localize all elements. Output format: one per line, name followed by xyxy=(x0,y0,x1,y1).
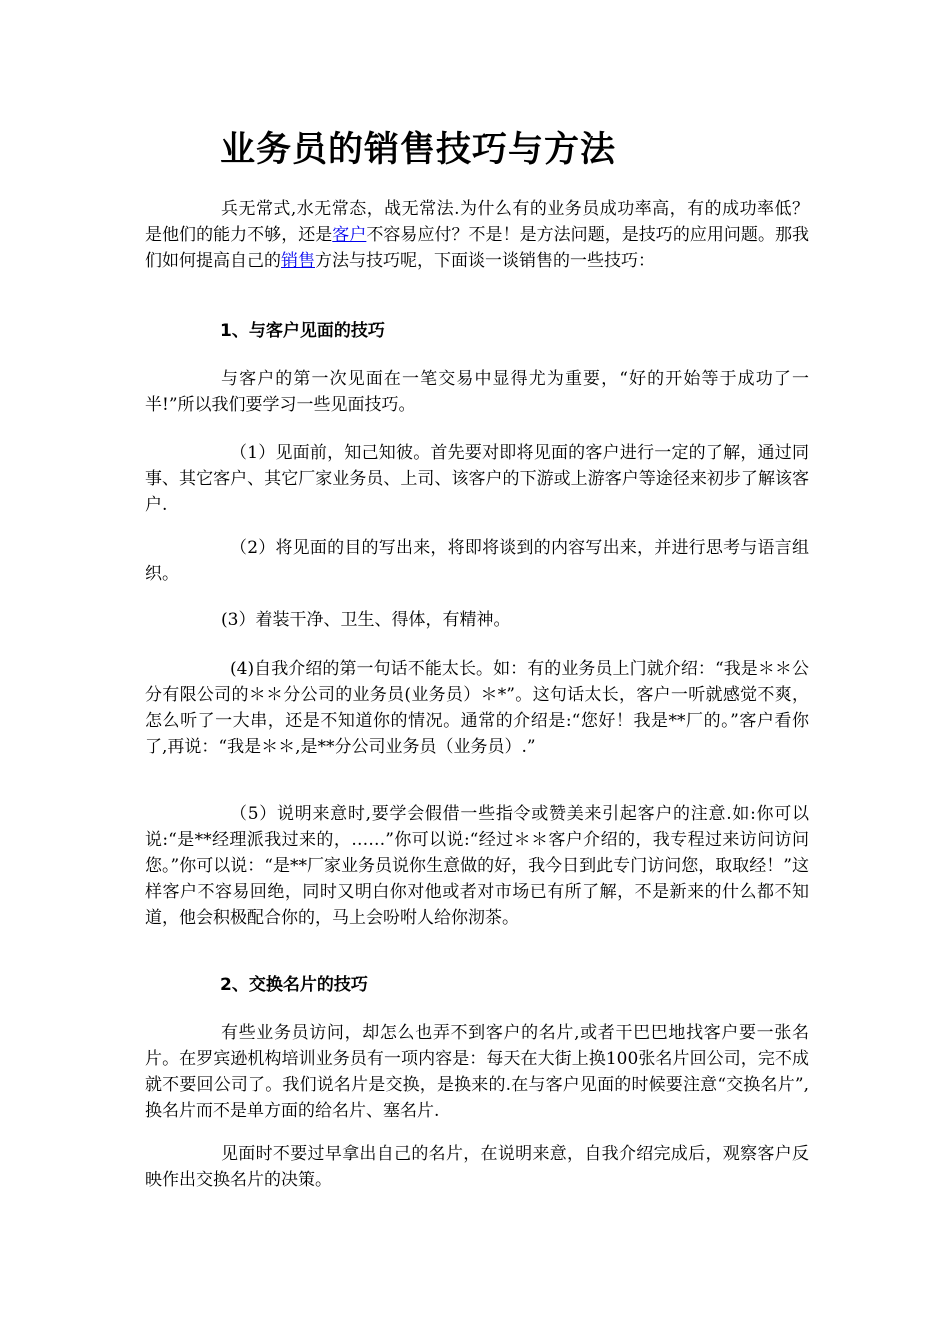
customer-link[interactable]: 客户 xyxy=(332,225,367,245)
section1-item-4: (4)自我介绍的第一句话不能太长。如：有的业务员上门就介绍：“我是＊＊公分有限公司的＊＊分公司的业务员(业务员）＊*”。这句话太长，客户一听就感觉不爽，怎么听了一大串，还是不知道你的情况。通常的介绍是:“您好！我是**厂的。”客户看你了,再说：“我是＊＊,是**分公司业务员（业务员）.” xyxy=(145,659,809,757)
section2-heading: 2、交换名片的技巧 xyxy=(220,975,368,995)
section1-intro: 与客户的第一次见面在一笔交易中显得尤为重要，“好的开始等于成功了一半!”所以我们要学习一些见面技巧。 xyxy=(145,369,809,415)
section1-heading: 1、与客户见面的技巧 xyxy=(220,321,385,341)
intro-text-1: 兵无常式,水无常态，战无常法.为什么有的业务员成功率高，有的成功率低？是他们的能力不够，还是 xyxy=(145,199,809,245)
section1-item-3: (3）着装干净、卫生、得体，有精神。 xyxy=(221,610,511,630)
document-title: 业务员的销售技巧与方法 xyxy=(220,130,617,170)
section2-paragraph-2: 见面时不要过早拿出自己的名片，在说明来意，自我介绍完成后，观察客户反映作出交换名片的决策。 xyxy=(145,1144,809,1190)
section2-paragraph-1: 有些业务员访问，却怎么也弄不到客户的名片,或者干巴巴地找客户要一张名片。在罗宾逊机构培训业务员有一项内容是：每天在大街上换100张名片回公司，完不成就不要回公司了。我们说名片是交换，是换来的.在与客户见面的时候要注意“交换名片”,换名片而不是单方面的给名片、塞名片. xyxy=(145,1023,809,1121)
intro-text-3: 方法与技巧呢，下面谈一谈销售的一些技巧： xyxy=(315,251,655,271)
section1-item-2: （2）将见面的目的写出来，将即将谈到的内容写出来，并进行思考与语言组织。 xyxy=(145,538,809,584)
section1-item-5: （5）说明来意时,要学会假借一些指令或赞美来引起客户的注意.如:你可以说:“是**经理派我过来的，……”你可以说:“经过＊＊客户介绍的，我专程过来访问访问您。”你可以说：“是**厂家业务员说你生意做的好，我今日到此专门访问您，取取经！”这样客户不容易回绝，同时又明白你对他或者对市场已有所了解，不是新来的什么都不知道，他会积极配合你的，马上会吩咐人给你沏茶。 xyxy=(145,804,809,928)
sales-link[interactable]: 销售 xyxy=(281,251,315,271)
intro-paragraph xyxy=(145,196,809,274)
intro-text-2: 不容易应付？不是！是方法问题，是技巧的应用问题。那我们如何提高自己的 xyxy=(145,225,810,271)
section1-item-1: （1）见面前，知己知彼。首先要对即将见面的客户进行一定的了解，通过同事、其它客户、其它厂家业务员、上司、该客户的下游或上游客户等途径来初步了解该客户. xyxy=(145,443,809,515)
